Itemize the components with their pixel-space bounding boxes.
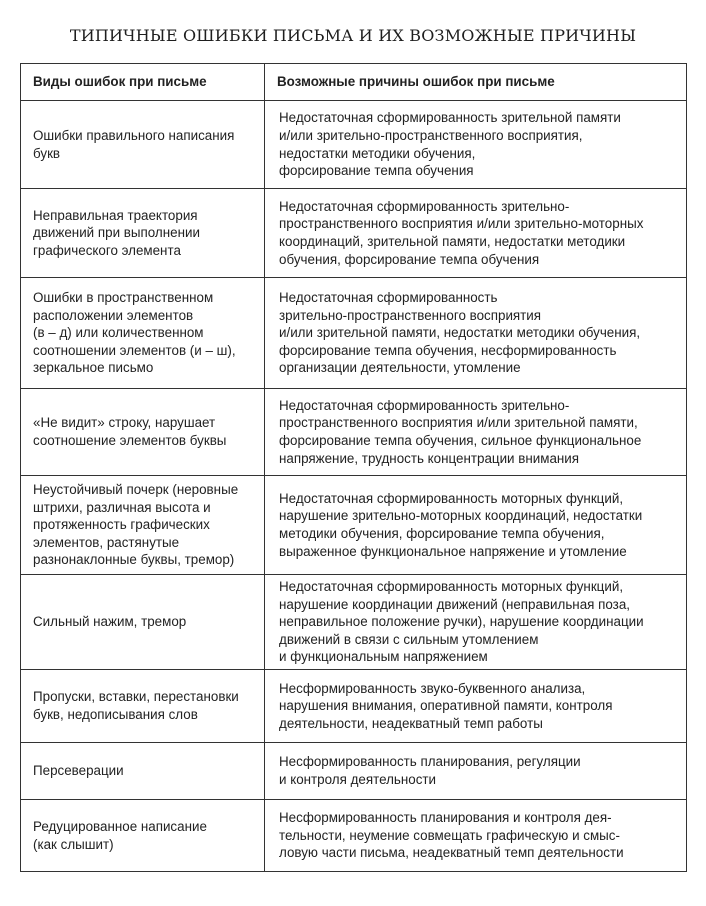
error-type-cell: Неправильная траектория движений при выполнении графического элемента xyxy=(21,189,265,278)
causes-cell: Несформированность планирования и контроля дея- тельности, неумение совмещать графическую и смыс- ловую части письма, неадекватный темп деятельности xyxy=(265,800,687,872)
error-type-cell: Ошибки правильного написания букв xyxy=(21,101,265,189)
error-type-cell: Ошибки в пространственном расположении элементов (в – д) или количественном соотношении элементов (и – ш), зеркальное письмо xyxy=(21,278,265,389)
error-type-cell: Пропуски, вставки, перестановки букв, недописывания слов xyxy=(21,670,265,743)
causes-cell: Несформированность звуко-буквенного анализа, нарушения внимания, оперативной памяти, контроля деятельности, неадекватный темп работы xyxy=(265,670,687,743)
header-possible-causes: Возможные причины ошибок при письме xyxy=(265,64,687,101)
causes-cell: Недостаточная сформированность зрительно-пространственного восприятия и/или зрительной памяти, недостатки методики обучения, форсирование темпа обучения, несформированность организации деятельности, утомление xyxy=(265,278,687,389)
table-row xyxy=(21,189,687,278)
error-type-cell: Персеверации xyxy=(21,743,265,800)
causes-cell: Недостаточная сформированность зрительно- пространственного восприятия и/или зрительной памяти, форсирование темпа обучения, сильное функциональное напряжение, трудность концентрации внимания xyxy=(265,389,687,476)
table-row xyxy=(21,670,687,743)
error-type-cell: Сильный нажим, тремор xyxy=(21,575,265,670)
error-type-cell: «Не видит» строку, нарушает соотношение элементов буквы xyxy=(21,389,265,476)
causes-cell: Недостаточная сформированность моторных функций, нарушение координации движений (неправильная поза, неправильное положение ручки), нарушение координации движений в связи с сильным утомлением и функциональным напряжением xyxy=(265,575,687,670)
causes-cell: Недостаточная сформированность моторных функций, нарушение зрительно-моторных координаций, недостатки методики обучения, форсирование темпа обучения, выраженное функциональное напряжение и утомление xyxy=(265,476,687,575)
table-row xyxy=(21,278,687,389)
page-title: ТИПИЧНЫЕ ОШИБКИ ПИСЬМА И ИХ ВОЗМОЖНЫЕ ПРИЧИНЫ xyxy=(69,26,637,45)
error-type-cell: Неустойчивый почерк (неровные штрихи, различная высота и протяженность графических элементов, растянутые разнонаклонные буквы, тремор) xyxy=(21,476,265,575)
causes-cell: Недостаточная сформированность зрительной памяти и/или зрительно-пространственного восприятия, недостатки методики обучения, форсирование темпа обучения xyxy=(265,101,687,189)
causes-cell: Недостаточная сформированность зрительно- пространственного восприятия и/или зрительно-моторных координаций, зрительной памяти, недостатки методики обучения, форсирование темпа обучения xyxy=(265,189,687,278)
error-type-cell: Редуцированное написание (как слышит) xyxy=(21,800,265,872)
table-row xyxy=(21,743,687,800)
causes-cell: Несформированность планирования, регуляции и контроля деятельности xyxy=(265,743,687,800)
header-error-types: Виды ошибок при письме xyxy=(21,64,265,101)
table-row xyxy=(21,389,687,476)
errors-table xyxy=(20,63,687,872)
table-row xyxy=(21,800,687,872)
table-header-row xyxy=(21,64,687,101)
table-row xyxy=(21,575,687,670)
table-row xyxy=(21,101,687,189)
table-row xyxy=(21,476,687,575)
